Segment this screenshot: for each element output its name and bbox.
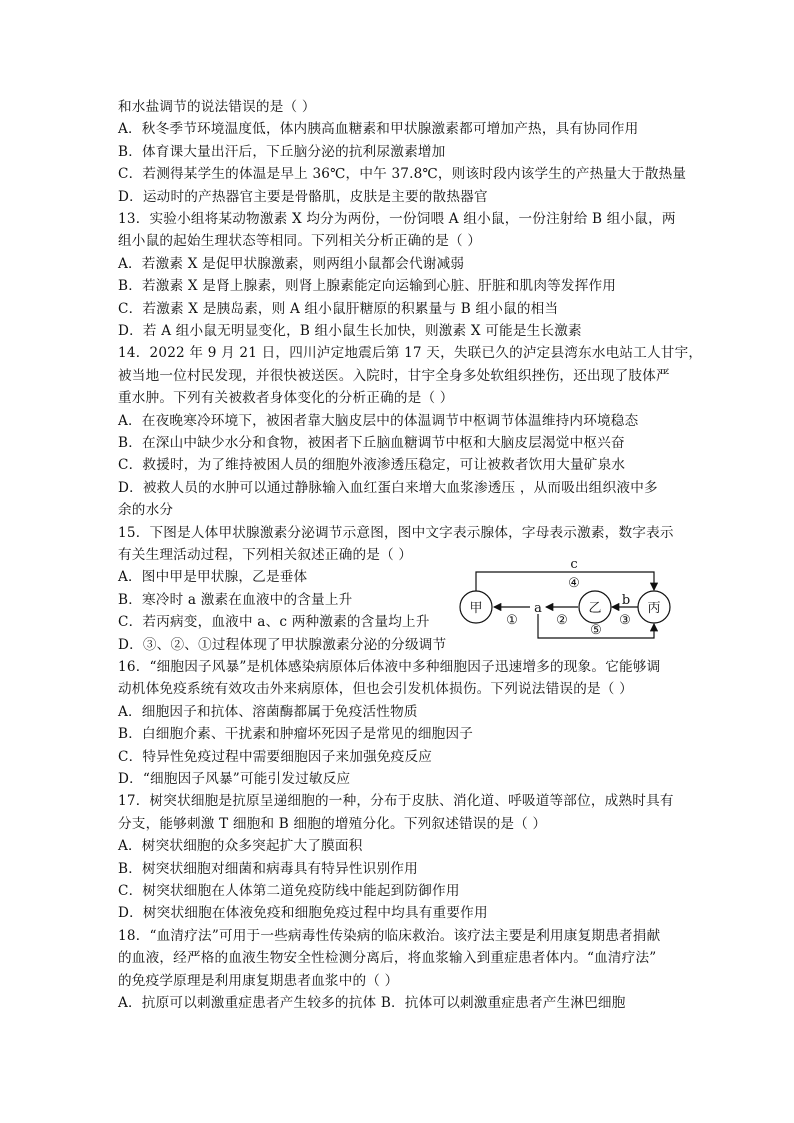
thyroid-regulation-diagram [454, 552, 676, 648]
text-line: C．救援时，为了维持被困人员的细胞外液渗透压稳定，可让被救者饮用大量矿泉水 [118, 457, 626, 474]
text-line: 有关生理活动过程，下列相关叙述正确的是（ ） [118, 547, 413, 563]
text-line: A．细胞因子和抗体、溶菌酶都属于免疫活性物质 [118, 703, 418, 720]
text-line: A．图中甲是甲状腺，乙是垂体 [118, 569, 308, 586]
text-line: 15．下图是人体甲状腺激素分泌调节示意图，图中文字表示腺体，字母表示激素，数字表示 [118, 524, 674, 541]
node-jia-label: 甲 [469, 601, 483, 616]
arrow-c-path [476, 572, 654, 592]
text-line: C．特异性免疫过程中需要细胞因子来加强免疫反应 [118, 748, 433, 765]
text-line: D．“细胞因子风暴”可能引发过敏反应 [118, 771, 351, 787]
text-line: 余的水分 [118, 502, 174, 519]
text-line: A．抗原可以刺激重症患者产生较多的抗体 B．抗体可以刺激重症患者产生淋巴细胞 [118, 995, 626, 1011]
text-line: A．在夜晚寒冷环境下，被困者靠大脑皮层中的体温调节中枢调节体温维持内环境稳态 [118, 412, 639, 429]
step-4-label: ④ [568, 576, 580, 591]
text-line: D．被救人员的水肿可以通过静脉输入血红蛋白来增大血浆渗透压 ，从而吸出组织液中多 [118, 479, 658, 496]
step-1-label: ① [506, 613, 518, 628]
text-line: 13．实验小组将某动物激素 X 均分为两份，一份饲喂 A 组小鼠，一份注射给 B 组小鼠，两 [118, 211, 676, 227]
text-line: 17．树突状细胞是抗原呈递细胞的一种，分布于皮肤、消化道、呼吸道等部位，成熟时具有 [118, 793, 674, 810]
text-line: B．若激素 X 是肾上腺素，则肾上腺素能定向运输到心脏、肝脏和肌肉等发挥作用 [118, 278, 617, 295]
text-line: D．运动时的产热器官主要是骨骼肌，皮肤是主要的散热器官 [118, 188, 488, 205]
text-line: D．③、②、①过程体现了甲状腺激素分泌的分级调节 [118, 636, 447, 653]
text-line: D．若 A 组小鼠无明显变化，B 组小鼠生长加快，则激素 X 可能是生长激素 [118, 323, 582, 339]
text-line: 被当地一位村民发现，并很快被送医。入院时，甘宇全身多处软组织挫伤，还出现了肢体严 [118, 367, 670, 384]
text-line: B．在深山中缺少水分和食物，被困者下丘脑血糖调节中枢和大脑皮层渴觉中枢兴奋 [118, 435, 625, 451]
hormone-b-label: b [621, 593, 631, 608]
text-line: 的免疫学原理是利用康复期患者血浆中的（ ） [118, 972, 399, 989]
text-line: B．树突状细胞对细菌和病毒具有特异性识别作用 [118, 860, 418, 877]
text-line: 14．2022 年 9 月 21 日，四川泸定地震后第 17 天，失联已久的泸定县湾东水电站工人甘宇， [118, 345, 703, 362]
step-5-label: ⑤ [590, 623, 602, 638]
hormone-a-label: a [534, 601, 542, 616]
text-line: 重水肿。下列有关被救者身体变化的分析正确的是（ ） [118, 390, 454, 407]
text-line: B．寒冷时 a 激素在血液中的含量上升 [118, 591, 353, 608]
step-2-label: ② [556, 613, 568, 628]
text-line: C．树突状细胞在人体第二道免疫防线中能起到防御作用 [118, 883, 460, 899]
text-line: 和水盐调节的说法错误的是（ ） [118, 99, 316, 115]
node-yi-label: 乙 [588, 601, 602, 616]
text-line: B．体育课大量出汗后，下丘脑分泌的抗利尿激素增加 [118, 143, 446, 160]
text-line: A．树突状细胞的众多突起扩大了膜面积 [118, 838, 363, 855]
text-line: 分支，能够刺激 T 细胞和 B 细胞的增殖分化。下列叙述错误的是（ ） [118, 815, 547, 832]
text-line: A．若激素 X 是促甲状腺激素，则两组小鼠都会代谢减弱 [118, 255, 465, 272]
step-3-label: ③ [619, 613, 631, 628]
text-line: C．若测得某学生的体温是早上 36℃，中午 37.8℃，则该时段内该学生的产热量大于散热量 [118, 166, 687, 183]
text-line: 动机体免疫系统有效攻击外来病原体，但也会引发机体损伤。下列说法错误的是（ ） [118, 681, 633, 698]
hormone-c-label: c [570, 557, 578, 572]
text-line: B．白细胞介素、干扰素和肿瘤坏死因子是常见的细胞因子 [118, 726, 474, 743]
text-line: C．若激素 X 是胰岛素，则 A 组小鼠肝糖原的积累量与 B 组小鼠的相当 [118, 300, 559, 317]
text-line: 组小鼠的起始生理状态等相同。下列相关分析正确的是（ ） [118, 233, 482, 250]
text-line: 16．“细胞因子风暴”是机体感染病原体后体液中多种细胞因子迅速增多的现象。它能够调 [118, 659, 661, 675]
text-line: 的血液，经严格的血液生物安全性检测分离后，将血浆输入到重症患者体内。“血清疗法” [118, 950, 657, 967]
text-line: D．树突状细胞在体液免疫和细胞免疫过程中均具有重要作用 [118, 905, 488, 922]
node-bing-label: 丙 [647, 601, 661, 616]
text-line: C．若丙病变，血液中 a、c 两种激素的含量均上升 [118, 614, 430, 631]
text-line: A．秋冬季节环境温度低，体内胰高血糖素和甲状腺激素都可增加产热，具有协同作用 [118, 121, 639, 138]
text-line: 18．“血清疗法”可用于一些病毒性传染病的临床救治。该疗法主要是利用康复期患者捐献 [118, 927, 661, 944]
